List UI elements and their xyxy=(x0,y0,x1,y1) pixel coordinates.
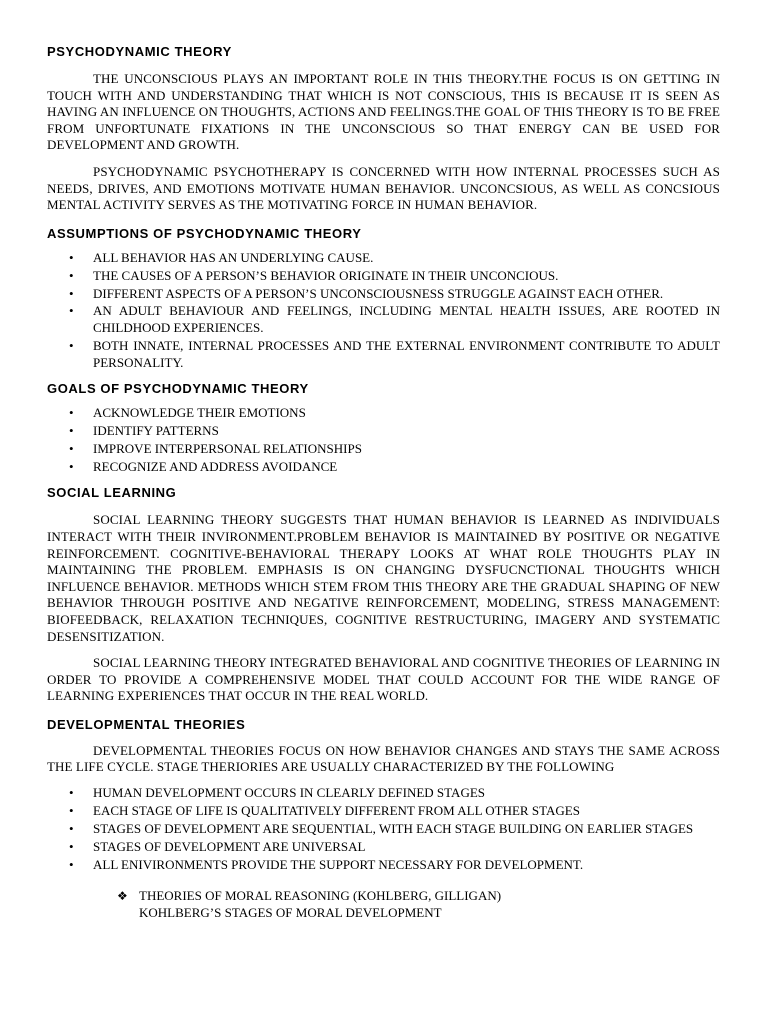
list-item: • IMPROVE INTERPERSONAL RELATIONSHIPS xyxy=(69,440,362,456)
bullet-icon: • xyxy=(69,458,74,474)
assumptions-list xyxy=(47,250,720,371)
list-item: • IDENTIFY PATTERNS xyxy=(69,422,219,438)
list-item: • HUMAN DEVELOPMENT OCCURS IN CLEARLY DEFINED STAGES xyxy=(69,785,485,801)
heading-social-learning: SOCIAL LEARNING xyxy=(47,485,177,501)
list-item: • STAGES OF DEVELOPMENT ARE UNIVERSAL xyxy=(69,838,366,854)
bullet-icon: • xyxy=(69,303,74,319)
moral-reasoning-list xyxy=(117,888,720,921)
list-item: • EACH STAGE OF LIFE IS QUALITATIVELY DIFFERENT FROM ALL OTHER STAGES xyxy=(69,802,580,818)
goals-list xyxy=(47,405,720,475)
bullet-icon: • xyxy=(69,838,74,854)
bullet-icon: • xyxy=(69,405,74,421)
list-item: • THE CAUSES OF A PERSON’S BEHAVIOR ORIGINATE IN THEIR UNCONCIOUS. xyxy=(69,267,559,283)
list-item: • STAGES OF DEVELOPMENT ARE SEQUENTIAL, WITH EACH STAGE BUILDING ON EARLIER STAGES xyxy=(69,820,694,836)
list-item: • AN ADULT BEHAVIOUR AND FEELINGS, INCLUDING MENTAL HEALTH ISSUES, ARE ROOTED IN CHILDHOOD EXPERIENCES. xyxy=(69,303,720,336)
list-item: • ALL ENIVIRONMENTS PROVIDE THE SUPPORT NECESSARY FOR DEVELOPMENT. xyxy=(69,856,584,872)
paragraph-social-learning-2: SOCIAL LEARNING THEORY INTEGRATED BEHAVIORAL AND COGNITIVE THEORIES OF LEARNING IN ORDER TO PROVIDE A COMPREHENSIVE MODEL THAT COULD ACCOUNT FOR THE WIDE RANGE OF LEARNING EXPERIENCES THAT OCCUR IN THE REAL WORLD. xyxy=(47,655,720,704)
list-item: • ACKNOWLEDGE THEIR EMOTIONS xyxy=(69,405,306,421)
bullet-icon: • xyxy=(69,802,74,818)
bullet-icon: • xyxy=(69,422,74,438)
bullet-icon: • xyxy=(69,249,74,265)
sub-item-line-2: KOHLBERG’S STAGES OF MORAL DEVELOPMENT xyxy=(139,904,442,920)
sub-item-line-1: THEORIES OF MORAL REASONING (KOHLBERG, GILLIGAN) xyxy=(139,888,502,904)
heading-psychodynamic: PSYCHODYNAMIC THEORY xyxy=(47,44,232,59)
bullet-icon: • xyxy=(69,337,74,353)
heading-developmental: DEVELOPMENTAL THEORIES xyxy=(47,716,246,732)
paragraph-psychodynamic-2: PSYCHODYNAMIC PSYCHOTHERAPY IS CONCERNED WITH HOW INTERNAL PROCESSES SUCH AS NEEDS, DRIVES, AND EMOTIONS MOTIVATE HUMAN BEHAVIOR. UNCONCSIOUS, AS WELL AS CONCSIOUS MENTAL ACTIVITY SERVES AS THE MOTIVATING FORCE IN HUMAN BEHAVIOR. xyxy=(47,163,720,213)
paragraph-developmental-1: DEVELOPMENTAL THEORIES FOCUS ON HOW BEHAVIOR CHANGES AND STAYS THE SAME ACROSS THE LIFE CYCLE. STAGE THERIORIES ARE USUALLY CHARACTERIZED BY THE FOLLOWING xyxy=(47,742,720,775)
sub-list-item xyxy=(117,888,720,921)
heading-assumptions: ASSUMPTIONS OF PSYCHODYNAMIC THEORY xyxy=(47,225,362,241)
bullet-icon: • xyxy=(69,267,74,283)
bullet-icon: • xyxy=(69,285,74,301)
list-item: • RECOGNIZE AND ADDRESS AVOIDANCE xyxy=(69,458,338,474)
bullet-icon: • xyxy=(69,856,74,872)
bullet-icon: • xyxy=(69,785,74,801)
paragraph-social-learning-1: SOCIAL LEARNING THEORY SUGGESTS THAT HUMAN BEHAVIOR IS LEARNED AS INDIVIDUALS INTERACT WITH THEIR INVIRONMENT.PROBLEM BEHAVIOR IS MAINTAINED BY POSITIVE OR NEGATIVE REINFORCEMENT. COGNITIVE-BEHAVIORAL THERAPY LOOKS AT WHAT ROLE THOUGHTS PLAY IN MAINTAINING THE PROBLEM. EMPHASIS IS ON CHANGING DYSFUCNCTIONAL THOUGHTS WHICH INFLUENCE BEHAVIOR. METHODS WHICH STEM FROM THIS THEORY ARE THE GRADUAL SHAPING OF NEW BEHAVIOR THROUGH POSITIVE AND NEGATIVE REINFORCEMENT, MODELING, STRESS MANAGEMENT: BIOFEEDBACK, RELAXATION TECHNIQUES, COGNITIVE RESTRUCTURING, IMAGERY AND SYSTEMATIC DESENSITIZATION. xyxy=(47,512,720,644)
diamond-bullet-icon: ❖ xyxy=(117,889,128,904)
list-item: • DIFFERENT ASPECTS OF A PERSON’S UNCONSCIOUSNESS STRUGGLE AGAINST EACH OTHER. xyxy=(69,285,664,301)
bullet-icon: • xyxy=(69,440,74,456)
heading-goals: GOALS OF PSYCHODYNAMIC THEORY xyxy=(47,381,309,397)
list-item: • BOTH INNATE, INTERNAL PROCESSES AND THE EXTERNAL ENVIRONMENT CONTRIBUTE TO ADULT PERSONALITY. xyxy=(69,337,720,370)
developmental-list xyxy=(47,785,720,873)
bullet-icon: • xyxy=(69,820,74,836)
paragraph-psychodynamic-1: THE UNCONSCIOUS PLAYS AN IMPORTANT ROLE IN THIS THEORY.THE FOCUS IS ON GETTING IN TOUCH WITH AND UNDERSTANDING THAT WHICH IS NOT CONSCIOUS, THIS IS BECAUSE IT IS SEEN AS HAVING AN INFLUENCE ON THOUGHTS, ACTIONS AND FEELINGS.THE GOAL OF THIS THEORY IS TO BE FREE FROM UNFORTUNATE FIXATIONS IN THE UNCONSCIOUS SO THAT ENERGY CAN BE USED FOR DEVELOPMENT AND GROWTH. xyxy=(47,71,720,153)
list-item: • ALL BEHAVIOR HAS AN UNDERLYING CAUSE. xyxy=(69,249,374,265)
